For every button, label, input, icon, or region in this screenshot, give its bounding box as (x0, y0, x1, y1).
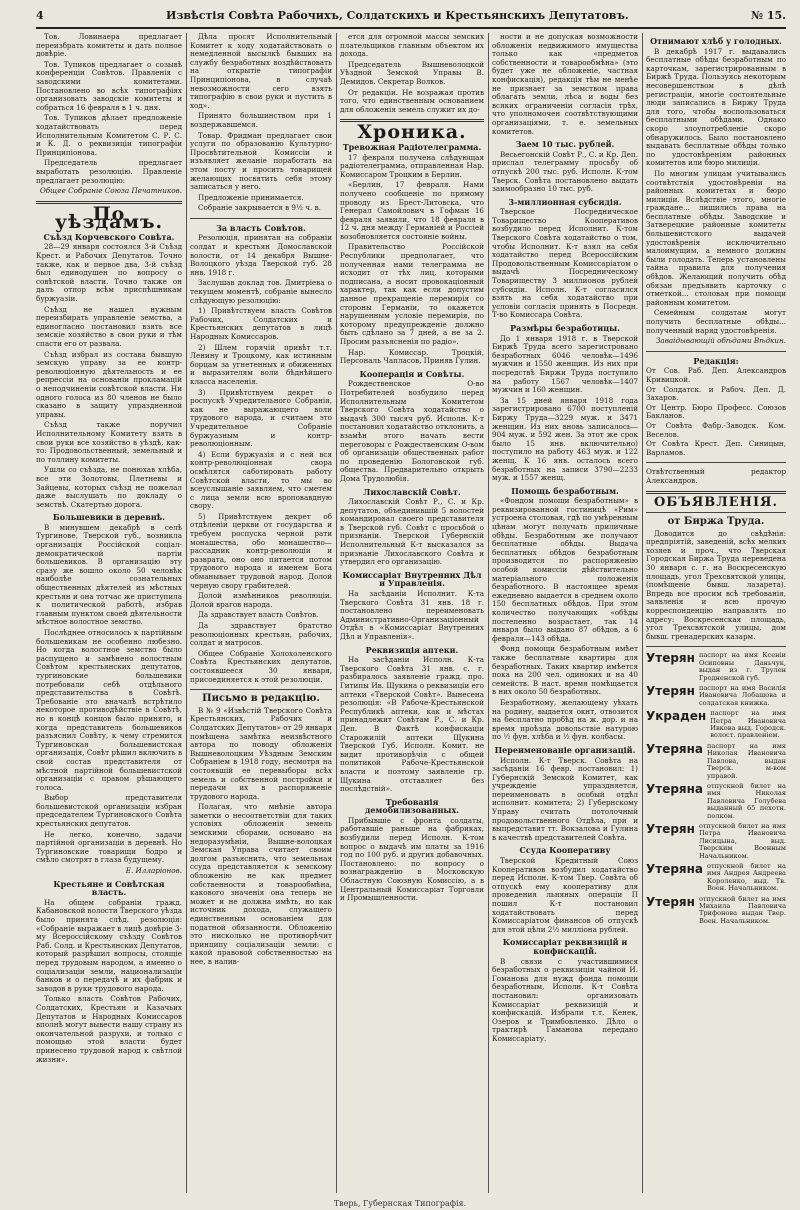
article-title: 3-миллионная субсидія. (508, 196, 622, 207)
signature: Заваідывающій обѣдами Вѣдкин. (655, 336, 786, 346)
paragraph: Принято большинством при 1 воздержавшемся. (190, 111, 332, 129)
column-divider (642, 33, 643, 1193)
paragraph: «Фондом помощи безработным» в реквизированной гостиницѣ «Рим» устроена столовая, гдѣ по умѣренным цѣнам могут получать приличные обѣды. Безработным же получают бесплатные обѣды. Выдача бесплатных обѣдов безработным производится по распоряженію особой комиссіи дѣйствительно матеріального положенія безработного. В настоящее время ежедневно выдается в среднем около 150 бесплатных обѣдов. При этом количество получающих «обѣды постепенно возрастает, так 14 января было выдано 87 обѣдов, а 6 февраля—143 обѣда. (492, 496, 638, 643)
ad-headword: Утеряна (646, 861, 704, 876)
divider (190, 218, 332, 219)
paragraph: Тов. Тупиков предлагает о созывѣ конференціи Совѣтов. Правленія с заводскими комитетами. Постановлено во всѣх типографіях организовать заводскіе комитеты и собраться 16 февраля в 1 ч. дня. (36, 59, 182, 112)
printer-imprint: Тверь, Губернская Типографія. (333, 1199, 467, 1208)
paragraph: До 1 января 1918 г. в Тверской Биржѣ Труда всего зарегистровано безработных 6046 человѣк—1496 мужчин и 1550 женщин. Из них при посредствѣ Биржи Труда поступило на работу 1567 человѣк—1407 мужчин и 160 женщин. (492, 333, 638, 395)
paragraph: Съѣзд избрал из состава бывшую земскую управу за ее контр-революціонную дѣятельность и ее репрессіи на основаніи прокламацій о неподчиненіи совѣтской власти. Ни одного голоса из 80 членов не было сказано в защиту упраздненной управы. (36, 349, 182, 419)
article-title: Ссуда Кооперативу (519, 845, 611, 856)
paragraph: «Берлин, 17 февраля. Нами получено сообщеніе по прямому проводу из Брест-Литовска, что Генерал Самойлович в Гофман 16 февраля заявили, что 18 февраля в 12 ч. дня между Германіей и Россіей возобновляется состояніе войны. (340, 180, 484, 241)
paragraph: Председатель предлагает выработать резолюцію. Правленіе предлагает резолюцію: (36, 158, 182, 185)
article-title: Комиссаріат Внутренних Дѣл и Управленія. (342, 569, 482, 589)
ad-birzha-title: от Биржа Труда. (667, 516, 765, 528)
article-title: Лихославскій Совѣт. (363, 486, 461, 497)
paragraph: Да здравствует братство революціонных крестьян, рабочих, солдат и матросов. (190, 621, 332, 648)
editorial-board (646, 357, 786, 458)
lost-document-ad (646, 896, 786, 926)
ad-text: отпускной билет на имя Андрея Андреева Короленко, выд. Тв. Воен. Начальником. (707, 861, 786, 893)
ad-text: паспорт на имя Ксеніи Осиповны Даньчук, выдан из г. Трулен Гродненской губ. (698, 651, 786, 682)
editor-entry: От Солдатск. и Рабоч. Деп. Д. Захаров. (646, 384, 786, 403)
ad-headword: Утерян (646, 894, 695, 909)
paragraph: На засѣданіи Исполнит. К-та Тверского Совѣта 31 янв. 18 г. постановлено переименовать Административно-Организаціонный Отдѣл в «Комиссаріат Внутренних Дѣл и Управленія». (340, 589, 484, 641)
ad-text: отпускной билет на имя Михаила Павловича Трифонова выдан Твер. Воен. Начальником. (698, 894, 786, 925)
ad-headword: Утеряна (646, 741, 704, 756)
divider (646, 351, 786, 352)
paragraph: 5) Привѣтствуем декрет об отдѣленіи церкви от государства и требуем роспуска черной рати монашества, обо монашество—рассадник контр-революціи и разврата, оно оно питается потом трудового народа и именем Бога обманывает трудовой народ. Долой черную свору грабителей. (190, 511, 332, 590)
paragraph: Съѣзд не нашел нужным переизбирать управленіе земства, а единогласно постановил взять все земскіе хозяйство в свои руки и тѣм спасти его от развала. (36, 304, 182, 348)
article-title: Размѣры безработицы. (510, 323, 620, 333)
paragraph: Общее Собраніе Холохоленского Совѣта Крестьянских депутатов, состоявшееся 30 января, присоединяется к этой резолюціи. (190, 648, 332, 684)
section-title-uezdy: По уѣздамъ. (54, 202, 164, 234)
article-title: Большевики в деревнѣ. (52, 512, 166, 523)
article-title: Помощь безработным. (511, 485, 619, 496)
ad-headword: Утерян (646, 684, 695, 699)
paragraph: Тверской Кредитный Союз Кооперативов возбудил ходатайство перед Исполн. К-том Твер. Совѣта об отпускѣ ему кооперативу для проведения льняных операціи П пошил К-т постановил ходатайствовать перед Комиссаріатом финансов об отпускѣ для этой цѣли 2½ милліона рублей. (492, 856, 638, 934)
signature: Е. Илларіонов. (125, 866, 182, 876)
paragraph: От редакціи. Не возражая против того, что единственным основанием для обложенія земель служит их до- (340, 87, 484, 114)
ad-headword: Утерян (646, 821, 695, 836)
article-title: За власть Совѣтов. (216, 222, 306, 233)
article-title: Кооперація и Совѣты. (359, 368, 465, 379)
paragraph: Весьегонскій Совѣт Р., С. и Кр. Деп. прислал телеграмму просьбу об отпускѣ 200 тыс. руб. Исполн. К-том Тверск. Совѣта постановлено выдать заимообразно 10 тыс. руб. (492, 149, 638, 194)
column-3 (340, 33, 484, 1193)
paragraph: Да здравствует власть Совѣтов. (198, 610, 319, 620)
divider (190, 689, 332, 690)
article-title: Переименованіе организацій. (494, 744, 636, 755)
editor-entry: От Совѣта Фабр.-Заводск. Ком. Веселов. (646, 420, 786, 439)
paragraph: 1) Привѣтствуем власть Совѣтов Рабочих, Солдатских и Крестьянских депутатов в лицѣ Народных Комиссаров. (190, 306, 332, 341)
column-2 (190, 33, 332, 1193)
article-title: Комиссаріат реквизицій и конфискацій. (502, 937, 628, 956)
paragraph: 3) Привѣтствуем декрет о роспускѣ Учредительного Собранія, как не выражающего воли трудового народа, и считаем это Учредительное Собраніе буржуазным и контр-революціонным. (190, 387, 332, 449)
article-title: Требованія демобилизованных. (364, 796, 460, 816)
editor-entry: От Совѣта Крест. Деп. Синицын, Варламов. (646, 439, 786, 457)
ad-text: отпускной билет на имя Петра Ивановича Лисицына, выд. Тверским Военным Начальником. (698, 821, 786, 860)
lost-document-ad (646, 783, 786, 820)
columns (36, 33, 786, 1193)
paragraph: Заслушав доклад тов. Дмитріева о текущем моментѣ, собраніе вынесло слѣдующую резолюцію: (190, 278, 332, 305)
ad-text: паспорт на имя Николая Ивановича Павлова, выдан Тверск. м-вом управой. (707, 741, 786, 780)
paragraph: Правительство Россійской Республики предполагает, что полученная нами телеграмма не исходит от тѣх лиц, которыми подписана, а носит провокаціонный характер, так как если допустим данное прекращеніе перемирія со стороны Германіи, то окажется нарушенным условіе перемирія, по которому предупрежденіе должно быть сдѣлано за 7 дней, а не за 2. Просим разъясненія по радіо». (340, 242, 484, 346)
column-5 (646, 33, 786, 1193)
paragraph: За 15 дней января 1918 года зарегистрировано 6700 поступленій Биржу Труда—3229 муж. и 3471 женщин. Из них вновь записалось—904 муж. и 592 жен. За этот же срок было 15 янв. включительно) поступило на работу 463 муж. и 122 женщ. К 16 янв. осталось всего безработных на записи 3790—2233 муж. и 1557 женщ. (492, 395, 638, 483)
ad-headword: Утерян (646, 651, 695, 666)
article-title: Письмо в редакцію. (202, 693, 320, 705)
paragraph: 4) Если буржуазія и с ней вся контр-революціонная свора осмѣлятся саботировать работу Совѣтской власти, то мы во всеуслышаніе заявляем, что сметем с лица земли всю вроповавдную свору. (190, 449, 332, 511)
paragraph: Исполн. К-т Тверск. Совѣта на засѣданіи 16 февр. постановил: 1) Губернскій Земской Комитет, как учрежденіе упраздняется, переименовать в особый отдѣл исполнит. комитета; 2) Губернскому Управу считать потолочный продовольственного Отдѣла, при и выпредставит тт. Вокзалова и Гулина в качествѣ представителей Совѣта. (492, 755, 638, 842)
paragraph: Тов. Тупиков дѣлает предложеніе ходатайствовать перед Исполнительным Комитетом С. Р. С. и К. Д. о реквизиціи типографіи Принципіонова. (36, 113, 182, 157)
issue-number: № 15. (751, 8, 786, 22)
divider (646, 512, 786, 513)
ad-text: отпускной билет на имя Николая Павловича Голубева выданный 65 пехотн. полком. (707, 781, 786, 820)
paragraph: На общем собраніи гражд. Кабановской волости Тверского уѣзда было принята слѣд. резолюція: «Собраніе выражает в лицѣ довѣріе 3-му Всероссійскому съѣзду Совѣтов Раб. Солд. и Крестьянских Депутатов, который разрѣшил вопросы, стоящіе перед трудовым народом, а именно о соціализаціи земли, национализаціи банков и о передачѣ и их фабрик и заводов в руки трудового народа. (36, 897, 182, 993)
paragraph: Собраніе закрывается в 9½ ч. в. (198, 203, 321, 213)
ad-birzha-text: Доводится до свѣдѣнія: предпріятій, заведеній, всѣх мелких хозяев и проч., что Тверская Городская Биржа Труда переведена 30 января с. г. на Воскресенскую площадь, угол Трехсвятской улицы, (помѣщеніе бывш. лазарета). Впредь все просим всѣ требованія, заявленія и всю прочую корреспонденцію направлять по адресу: Воскресенская площадь, угол Трехсвятской улицы, дом бывш. гренадерских казарм. (646, 528, 786, 641)
section-title-chronicle: Хроника. (357, 121, 467, 144)
column-4 (492, 33, 638, 1193)
paragraph: Съѣзд также поручил Исполнительному Комитету взять в свои руки все хозяйство в уѣздѣ, как-то: Продовольственный, земельный и по толлину комитеты. (36, 420, 182, 464)
lost-document-ad (646, 743, 786, 780)
paragraph: Только власть Совѣтов Рабочих, Солдатских, Крестьян и Казачьих Депутатов и Народных Комиссаров вполнѣ могут вывести нашу страну из окончательной разрухи, и только с помощью этой власти будет принесено трудовой народ к свѣтлой жизни». (36, 994, 182, 1064)
lost-document-ad (646, 652, 786, 682)
divider (646, 491, 786, 494)
article-title: Крестьяне и Совѣтская власть. (53, 878, 165, 898)
paragraph: 2) Шлем горячій привѣт т.т. Ленину и Троцкому, как истинным борцам за угнетенных и обиженных и выразителям воли бѣднѣйшего класса населенія. (190, 342, 332, 386)
editor-entry: От Центр. Бюро Професс. Союзов Бакланов. (646, 402, 786, 421)
paragraph: Дѣла просят Исполнительный Комитет к ходу ходатайствовать о немедленной высылкѣ бывших на службу безработных воздѣйствовать на открытіе типографіи Принципіонова, в случаѣ невозможности сего взять типографію в свои руки и пустить в ход». (190, 33, 332, 110)
paragraph: ется для огромной массы земских плательщиков главным объектом их дохода. (340, 33, 484, 59)
divider (646, 646, 786, 647)
editorial-title: Редакція: (693, 355, 739, 366)
page-header (36, 6, 786, 29)
ad-headword: Украден (646, 709, 707, 724)
editor-entry: От Сов. Раб. Деп. Александров Кривицкой. (646, 366, 786, 384)
article-title: Тревожная Радіотелеграмма. (342, 141, 482, 152)
column-divider (336, 33, 337, 1193)
article-title: Заем 10 тыс. рублей. (515, 139, 615, 150)
paragraph: Не легко, конечно, задачи партійной организаціи в деревнѣ. Но Тургиновские товарищи бодро и смѣло смотрят в глаза будущему. (36, 829, 182, 865)
paragraph: Рождественское О-во Потребителей возбудило перед Исполнительным Комитетом Тверского Совѣта ходатайство о выдачѣ 300 тысяч руб. Исполн. К-т постановил ходатайство отклонить, а взамѣн этого начать вести переговоры с Рождественским О-вом об организаціи общественных работ по проведенію Бологовской губ. общества. Предварительно открыть Дома Трудолюбія. (340, 379, 484, 483)
page-number: 4 (36, 8, 44, 22)
paragraph: Товар. Фридман предлагает свои услуги по образованію Культурно-Просвѣтительной Комиссіи и изъявляет желаніе поработать на этом посту и просить товарищей желающих посвятить себя этому записаться у него. (190, 130, 332, 192)
newspaper-title: Извѣстія Совѣта Рабочихъ, Солдатскихъ и Крестьянскихъ Депутатовъ. (166, 8, 629, 22)
divider (646, 462, 786, 463)
article-title: Реквизиція аптеки. (365, 644, 459, 655)
article-title: Съѣзд Корчевского Совѣта. (43, 231, 175, 242)
paragraph: Фонд помощи безработным имѣет также бесплатные квартиры для безработных. Таких квартир имѣется пока на 200 чел. одиноких и на 40 семейств. В наст. время помѣщается в них около 50 безработных. (492, 644, 638, 697)
signature: Общее Собраніе Союза Печатников. (39, 186, 182, 196)
paragraph: Послѣднее относилось к партійным большевикам не особенно любезно. Но когда волостное земство было распущено и замѣнено волостным Совѣтом крестьянских депутатов, тургиновские большевики потребовали себѣ отдѣльного представительства в Совѣтѣ. Требованіе это вначалѣ встрѣтило некоторое противодѣйствіе в Совѣтѣ, но в концѣ концов было принято, и когда представитель большевиков разъяснил Совѣту, к чему стремится Тургиновская большевистская организація, Совѣт рѣшил включить в свой состав представителя от мѣстной партійной большевистской организаціи с правом рѣшающего голоса. (36, 628, 182, 792)
ad-headword: Утеряна (646, 781, 704, 796)
paragraph: Семейным солдатам могут получить бесплатные обѣды... полученный наряд удостовѣренія. (646, 308, 786, 335)
paragraph: По многим улицам учитывались соотвѣтствія удостовѣреніи на районных комитетах и бюро милиціи. Вслѣдствіе этого, многіе граждане... лишились права на бесплатные обѣды. Заводские и Затверецкие районные комитеты большевистского выдачей удостовѣренія исключительно малоимущим, а немного должны были голодать. Теперь установлены тайна правила для получения обѣдов. Желающий получить обѣд обязан предъявить карточку с отметкой... столовая при помощи районным комитетом. (646, 168, 786, 307)
column-divider (186, 33, 187, 1193)
paragraph: Долой измѣнников революціи. Долой врагов народа. (190, 591, 332, 609)
paragraph: Нар. Комиссар. Троцкій, Персональ Чапласов, Приняв Гулин. (340, 347, 484, 366)
paragraph: 28—29 января состоялся 3-й Съѣзд Крест. и Рабочих Депутатов. Точно также, как и первое два, 3-й съѣзд был единодушен по вопросу о совѣтской власти. Точно также он далъ отпор всѣм приспѣшникам буржуазіи. (36, 242, 182, 304)
ads-section-title: ОБЪЯВЛЕНІЯ. (653, 494, 779, 510)
paragraph: В связи с участившимися безработных о реквизиціи чайной И. Гоманова для нужд фонда помощи безработным, Исполн. К-т Совѣта постановил: организовать Комиссаріат реквизицій и конфискацій. Избрали т.т. Кенек, Озеров и Тримбовленко. Дѣло о трактирѣ Гаманова передано Комиссаріату. (492, 956, 638, 1043)
ad-text: паспорт на имя Петра Ивановича Ивкова выд. Городск. волост. правленіем. (710, 709, 786, 740)
article-title: Отнимают хлѣб у голодных. (650, 36, 782, 46)
paragraph: Председатель Вышневолоцкой Уѣздной Земской Управы В. Демидов. Секретар Волков. (340, 59, 484, 86)
paragraph: Тверское Посредническое Товарищество Кооперативов возбудило перед Исполнит. К-том Тверского Совѣта ходатайство о том, чтобы Исполнит. К-т взял на себя ходатайство перед Всероссійским Продовольственным Комиссаріатом о выдачѣ Посредническому Товариществу 3 миллионов рублей субсидіи. Исполн. К-т согласился взять на себя ходатайство при условіи согласія принять в Посредн. Т-во Комиссара Совѣта. (492, 207, 638, 320)
paragraph: В минувшем декабрѣ в селѣ Тургинове, Тверской губ., возникла организація Россійской соціал-демократической партіи большевиков. В организацію эту сразу же вошло около 50 человѣк наиболѣе сознательных общественных дѣятелей из мѣстных крестьян и она тотчас же приступила к политической работѣ, избрав главным пунктом своей дѣятельности мѣстное волостное земство. (36, 522, 182, 627)
paragraph: Прибывшіе с фронта солдаты, работавшіе раньше на фабриках, возбудили перед Исполн. К-том вопрос о выдачѣ им платы за 1916 год по 100 руб. и других добавочных. Постановлено: по вопросу о вознагражденію в Московскую Областную Союзную Комиссію, а в Центральный Комиссаріат Торговли и Промышленности. (340, 815, 484, 903)
paragraph: Предложеніе принимается. (198, 192, 304, 202)
paragraph: Выбор представителя большевистской организаціи избран председателем Тургиновского Совѣта крестьянских депутатов. (36, 793, 182, 829)
paragraph: 17 февраля получена слѣдующая радіотелеграмма, отправленная Нар. Комиссаром Троцким в Берлин. (340, 152, 484, 179)
ad-text: паспорт на имя Василія Ивановича Лобашова и солдатская книжка. (698, 684, 786, 707)
paragraph: Ушли со съѣзда, не понюхав хлѣба, все эти Золотовы, Плетневы и Зайцевы, которых съѣзд не пожелал даже выслушать по докладу о земствѣ. Скатертью дорога. (36, 465, 182, 509)
responsible-editor: Отвѣтственный редактор Александров. (646, 467, 786, 485)
lost-document-ad (646, 710, 786, 740)
paragraph: Тов. Ловинаера предлагает переизбрать комитеты и дать полное довѣріе. (36, 33, 182, 59)
paragraph: На засѣданіи Исполн. К-та Тверского Совѣта 31 янв. с. г. разбиралось заявленіе гражд. про. Гитипы Ив. Щукина о реквизиціи его аптеки «Тверской Совѣт». Вынесена резолюція: «В Рабоче-Крестьянской Республикѣ аптеки, как и мѣстах принадлежит Совѣтам Р., С. и Кр. Деп. В Фактѣ конфискаціи Старожилій аптеки Щукина Тверской Губ. Исполн. Комит. не видит противорѣчія с общей политикой Рабоче-Крестьянской власти и поэтому заявленіе гр. Щукина отставляет без послѣдствій». (340, 655, 484, 794)
lost-document-ad (646, 685, 786, 707)
paragraph: Резолюція, принятая на собраніи солдат и крестьян Домославской волости, от 14 декабря Вышне-Волоцкого уѣзда Тверской губ. 28 янв. 1918 г. (190, 233, 332, 277)
paragraph: В № 9 «Извѣстій Тверского Совѣта Крестьянских, Рабочих и Солдатских Депутатов» от 29 января помѣщена замѣтка неизвѣстного автора по поводу обложенія Вышневолоцким Уѣздным Земским Собраніем в 1918 году, несмотря на состоявшій ее перевыборы всѣх земель и собственной постройки и передачи их в распоряженіе трудового народа. (190, 705, 332, 801)
column-divider (488, 33, 489, 1193)
column-1 (36, 33, 182, 1193)
paragraph: Полагая, что мнѣніе автора заметки о несоответствіи для таких условіях обложенія земель земскими сборами, основано на недоразумѣніи, Вышне-волоцкая Земская Управа считает своим долгом разъяснить, что земельная ссуда представляется к земскому обложенію не как предмет собственности и товарообмѣна, какового значенія она теперь не может и не должна имѣть, но как источник дохода, служащего единственным основаніем для податной обязанности. Обложенію это нисколько не противорѣчит принципу соціализаціи земли: с какой правовой собственностью на нее, в налив- (190, 802, 332, 966)
paragraph: Лихославскій Совѣт Р., С. и Кр. депутатов, объединившій 5 волостей командировал своего представителя в Тверской губ. Совѣт с просьбой о признаніи. Тверской Губернскій Исполнительный К-т высказался за признаніе Лихославского Совѣта и утвердил его организацію. (340, 497, 484, 567)
lost-document-ad (646, 863, 786, 893)
paragraph: Безработному, желающему уѣхать на родину, выдается окнт, отвозится на бесплатно пробѣд на ж. дор. и на время проѣзда довольствіе натурою по ½ фун. хлѣба и ½ фун. колбасы. (492, 697, 638, 742)
paragraph: В декабрѣ 1917 г. выдавались бесплатные обѣды безработным по карточкам, зарегистрированным в Биржѣ Труда. Пользуясь некоторым несовершенством в дѣлѣ регистраціи, многіе состоятельные люди записались в Биржу Труда для того, чтобы воспользоваться бесплатными обѣдами. Однако скоро злоупотребленіе скоро обнаружилось. Было постановлено выдавать бесплатные обѣды только по удостовѣреніям районных комитетов или бюро милиціи. (646, 46, 786, 168)
lost-document-ad (646, 823, 786, 860)
paragraph: ности и не допуская возможности обложенія недвижимого имущества только как «предметов собственности и товарообмѣна» (это будет уже не обложеніе, частная конфискація), редакція тѣм не менѣе не признает за земством права облагать земли, лѣса и воды без всяких ограниченіи согласія трѣх, что уполномочен соотвѣтствующими организаціями, т. е. земельных комитетов. (492, 33, 638, 136)
